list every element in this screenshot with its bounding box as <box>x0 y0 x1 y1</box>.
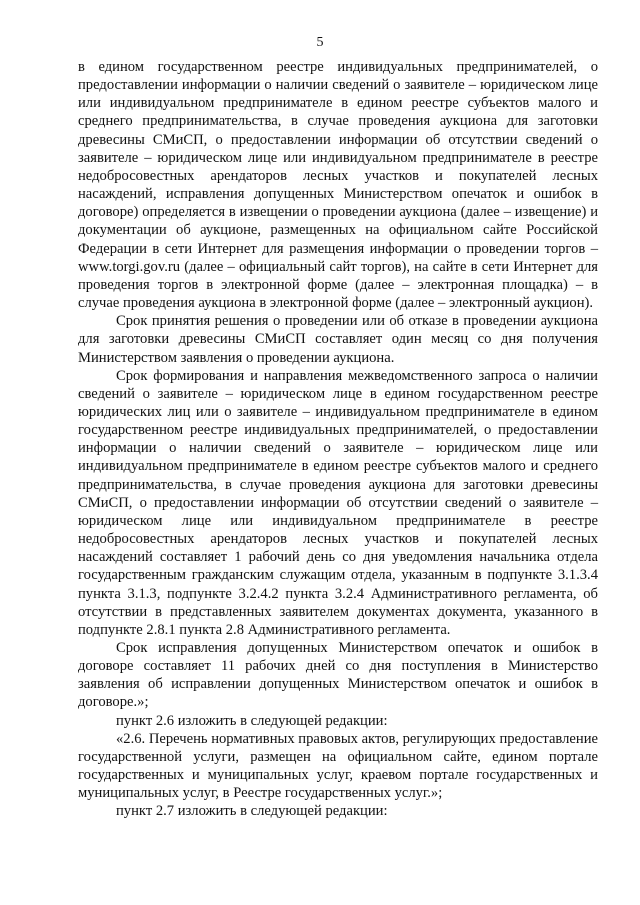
paragraph-interagency-request-term: Срок формирования и направления межведомственного запроса о наличии сведений о заявителе – юридическом лице в едином государственном реестре юридических лиц или о заявителе – индивидуальном предпринимателе в едином государственном реестре индивидуальных предпринимателей, о предоставлении информации о наличии сведений о заявителе – юридическом лице или индивидуальном предпринимателе в едином реестре субъектов малого и среднего предпринимательства, в случае проведения аукциона для заготовки древесины СМиСП, о предоставлении информации об отсутствии сведений о заявителе – юридическом лице или индивидуальном предпринимателе в реестре недобросовестных арендаторов лесных участков и покупателей лесных насаждений составляет 1 рабочий день со дня уведомления начальника отдела государственным гражданским служащим отдела, указанным в подпункте 3.1.3.4 пункта 3.1.3, подпункте 3.2.4.2 пункта 3.2.4 Административного регламента, об отсутствии в представленных заявителем документах документа, указанного в подпункте 2.8.1 пункта 2.8 Административного регламента. <box>78 367 598 638</box>
paragraph-item-2-6-text: «2.6. Перечень нормативных правовых актов, регулирующих предоставление государственной услуги, размещен на официальном сайте, едином портале государственных и муниципальных услуг, краевом портале государственных и муниципальных услуг, в Реестре государственных услуг.»; <box>78 730 598 802</box>
page-number: 5 <box>316 35 324 50</box>
paragraph-item-2-6-instruction: пункт 2.6 изложить в следующей редакции: <box>116 712 388 729</box>
paragraph-decision-term: Срок принятия решения о проведении или об отказе в проведении аукциона для заготовки древесины СМиСП составляет один месяц со дня получения Министерством заявления о проведении аукциона. <box>78 313 598 366</box>
paragraph-continuation: в едином государственном реестре индивидуальных предпринимателей, о предоставлении информации о наличии сведений о заявителе – юридическом лице или индивидуальном предпринимателе в едином реестре субъектов малого и среднего предпринимательства, в случае проведения аукциона для заготовки древесины СМиСП, о предоставлении информации об отсутствии сведений о заявителе – юридическом лице или индивидуальном предпринимателе в реестре недобросовестных арендаторов лесных участков и покупателей лесных насаждений, исправления допущенных Министерством опечаток и ошибок в договоре) определяется в извещении о проведении аукциона (далее – извещение) и документации об аукционе, размещенных на официальном сайте Российской Федерации в сети Интернет для размещения информации о проведении торгов – www.torgi.gov.ru (далее – официальный сайт торгов), на сайте в сети Интернет для проведения торгов в электронной форме (далее – электронная площадка) – в случае проведения аукциона в электронной форме (далее – электронный аукцион). <box>78 59 598 312</box>
paragraph-item-2-7-instruction: пункт 2.7 изложить в следующей редакции: <box>116 803 388 820</box>
document-body <box>78 58 598 821</box>
paragraph-correction-term: Срок исправления допущенных Министерством опечаток и ошибок в договоре составляет 11 рабочих дней со дня поступления в Министерство заявления об исправлении допущенных Министерством опечаток и ошибок в договоре.»; <box>78 640 598 711</box>
